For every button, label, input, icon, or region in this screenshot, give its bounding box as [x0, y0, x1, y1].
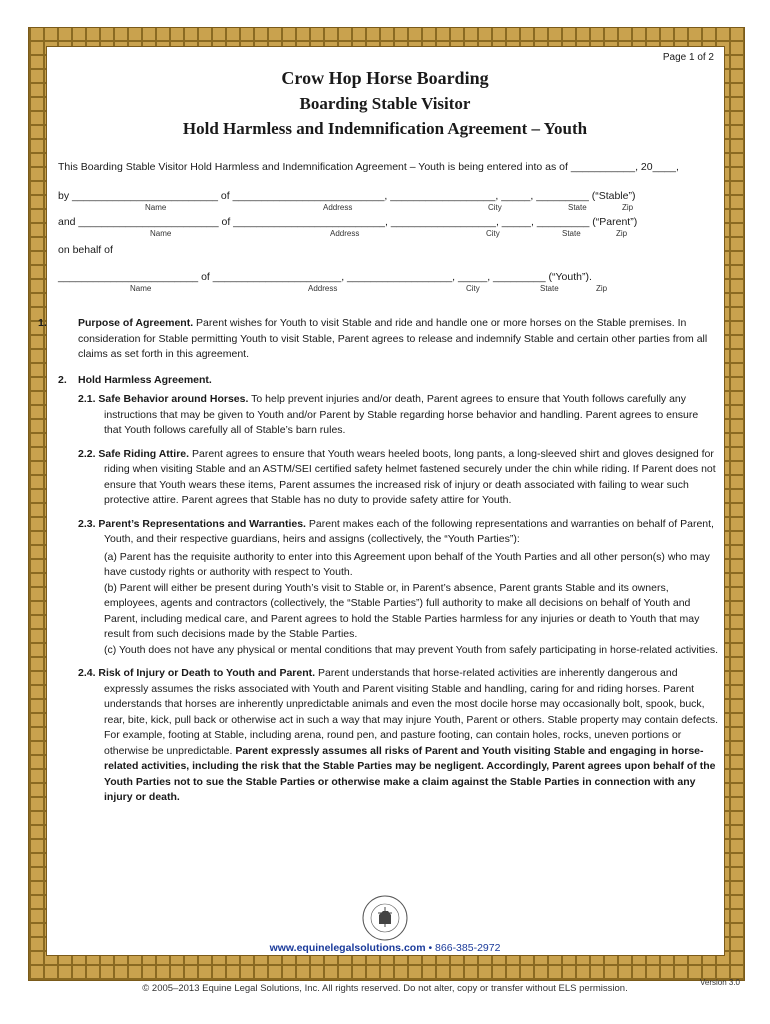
- footer-contact: [0, 942, 770, 954]
- equine-legal-solutions-seal-icon: [360, 893, 410, 943]
- section-2-number: 2.: [58, 373, 67, 386]
- section-2-4-bold-text: Parent expressly assumes all risks of Parent and Youth visiting Stable and engaging in horse-related activities, including the risk that the Stable Parties may be negligent. Accordingly, Parent agrees upon behalf of the Youth Parties not to sue the Stable Parties or otherwise make a claim against the Stable Parties in connection with any injury or death.: [104, 744, 716, 803]
- section-2-3-text: Parent makes each of the following representations and warranties on behalf of Parent, Youth, and their respective guardians, heirs and assigns (collectively, the “Youth Parties”):: [104, 517, 714, 545]
- intro-text: This Boarding Stable Visitor Hold Harmless and Indemnification Agreement – Youth is being entered into as of ___________, 20____,: [58, 161, 679, 173]
- sub-state: State: [568, 203, 587, 212]
- title-block: [0, 66, 770, 139]
- sub-city: City: [466, 284, 480, 293]
- sub-zip: Zip: [616, 229, 628, 238]
- sub-name: Name: [130, 284, 152, 293]
- sub-state: State: [562, 229, 581, 238]
- section-2-3-c: (c) Youth does not have any physical or mental conditions that may prevent Youth from safely participating in horse-related activities.: [104, 643, 719, 656]
- youth-fill-line: ________________________ of ______________________, __________________, _____, _________ (“Youth”).: [58, 271, 592, 283]
- section-2-2-heading: 2.2. Safe Riding Attire.: [78, 447, 190, 460]
- sub-city: City: [488, 203, 502, 212]
- on-behalf-label: on behalf of: [58, 244, 113, 256]
- section-2-2-text: Parent agrees to ensure that Youth wears heeled boots, long pants, a long-sleeved shirt and gloves designed for riding when visiting Stable and an ASTM/SEI certified safety helmet fastened securely under the chin while riding. If Parent does not ensure that Youth wears these items, Parent assumes the increased risk of injury or death associated with failing to wear such protective attire. Parent agrees that Stable has no duty to provide safety attire for Youth.: [104, 447, 716, 506]
- section-2-1-heading: 2.1. Safe Behavior around Horses.: [78, 393, 249, 405]
- section-2-heading: Hold Harmless Agreement.: [78, 373, 212, 386]
- section-1-text: Parent wishes for Youth to visit Stable and ride and handle one or more horses on the Stable premises. In consideration for Stable permitting Youth to visit Stable, Parent agrees to release and indemnify Stable and certain other parties from all claims as set forth in this agreement.: [78, 317, 708, 360]
- title-stable-name: Crow Hop Horse Boarding: [281, 68, 489, 88]
- section-2-1: [58, 392, 718, 439]
- section-2-3: [58, 517, 718, 548]
- section-1-heading: Purpose of Agreement.: [78, 317, 194, 329]
- stable-fill-line: by _________________________ of __________________________, __________________, _____, _________ (“Stable”): [58, 190, 636, 202]
- sub-zip: Zip: [622, 203, 634, 212]
- sub-address: Address: [308, 284, 338, 293]
- title-line-3: Hold Harmless and Indemnification Agreement – Youth: [182, 119, 588, 138]
- section-1-number: 1.: [38, 317, 47, 329]
- section-2-4: [58, 666, 718, 806]
- phone-number: 866-385-2972: [435, 942, 501, 954]
- sub-zip: Zip: [596, 284, 608, 293]
- agreement-body: [38, 316, 719, 814]
- section-2-4-text: Parent understands that horse-related activities are inherently dangerous and expressly assumes the risks associated with Youth and Parent visiting Stable and handling, caring for and riding horses. Parent understands that horses are inherently unpredictable animals and even the most docile horse may occasionally bolt, spook, buck, rear, bite, kick, pull back or otherwise act in such a way that may injure Youth, Parent or others. Stable property may contain defects. For example, footing at Stable, including arena, round pen, and pasture footing, can contain holes, rocks, uneven portions or otherwise be unpredictable.: [104, 667, 718, 757]
- version-label: Version 3.0: [699, 978, 740, 987]
- sub-name: Name: [150, 229, 172, 238]
- section-1: [38, 316, 718, 363]
- sub-state: State: [540, 284, 559, 293]
- section-2-2: [58, 447, 718, 509]
- section-2-3-b: (b) Parent will either be present during Youth’s visit to Stable or, in Parent’s absence, Parent grants Stable and its owners, employees, agents and contractors (collectively, the “Stable Parties”) full authority to make all decisions on behalf of Youth and Parent, including medical care, and Parent agrees to hold the Stable Parties harmless for any injuries or death to Youth that may result from such decisions made by the Stable Parties.: [104, 581, 700, 640]
- page-number: Page 1 of 2: [662, 52, 714, 63]
- sub-address: Address: [330, 229, 360, 238]
- footer-separator: •: [425, 942, 436, 954]
- sub-name: Name: [145, 203, 167, 212]
- parent-fill-line: and ________________________ of __________________________, __________________, _____, _________ (“Parent”): [58, 216, 638, 228]
- sub-address: Address: [323, 203, 353, 212]
- copyright-notice: © 2005–2013 Equine Legal Solutions, Inc. All rights reserved. Do not alter, copy or transfer without ELS permission.: [142, 983, 628, 994]
- section-2-3-a: (a) Parent has the requisite authority to enter into this Agreement upon behalf of the Youth Parties and all other person(s) who may have custody rights or authority with respect to Youth.: [104, 550, 710, 578]
- section-2: [58, 373, 718, 389]
- section-2-1-text: To help prevent injuries and/or death, Parent agrees to ensure that Youth follows carefully any instructions that may be given to Youth and/or Parent by Stable regarding horse behavior and handling. Parent agrees to ensure that Youth follows carefully all of Stable’s barn rules.: [104, 393, 699, 436]
- section-2-4-heading: 2.4. Risk of Injury or Death to Youth and Parent.: [78, 667, 316, 679]
- website-link[interactable]: www.equinelegalsolutions.com: [269, 942, 426, 954]
- sub-city: City: [486, 229, 500, 238]
- section-2-3-heading: 2.3. Parent’s Representations and Warranties.: [78, 517, 306, 530]
- title-line-2: Boarding Stable Visitor: [299, 94, 471, 113]
